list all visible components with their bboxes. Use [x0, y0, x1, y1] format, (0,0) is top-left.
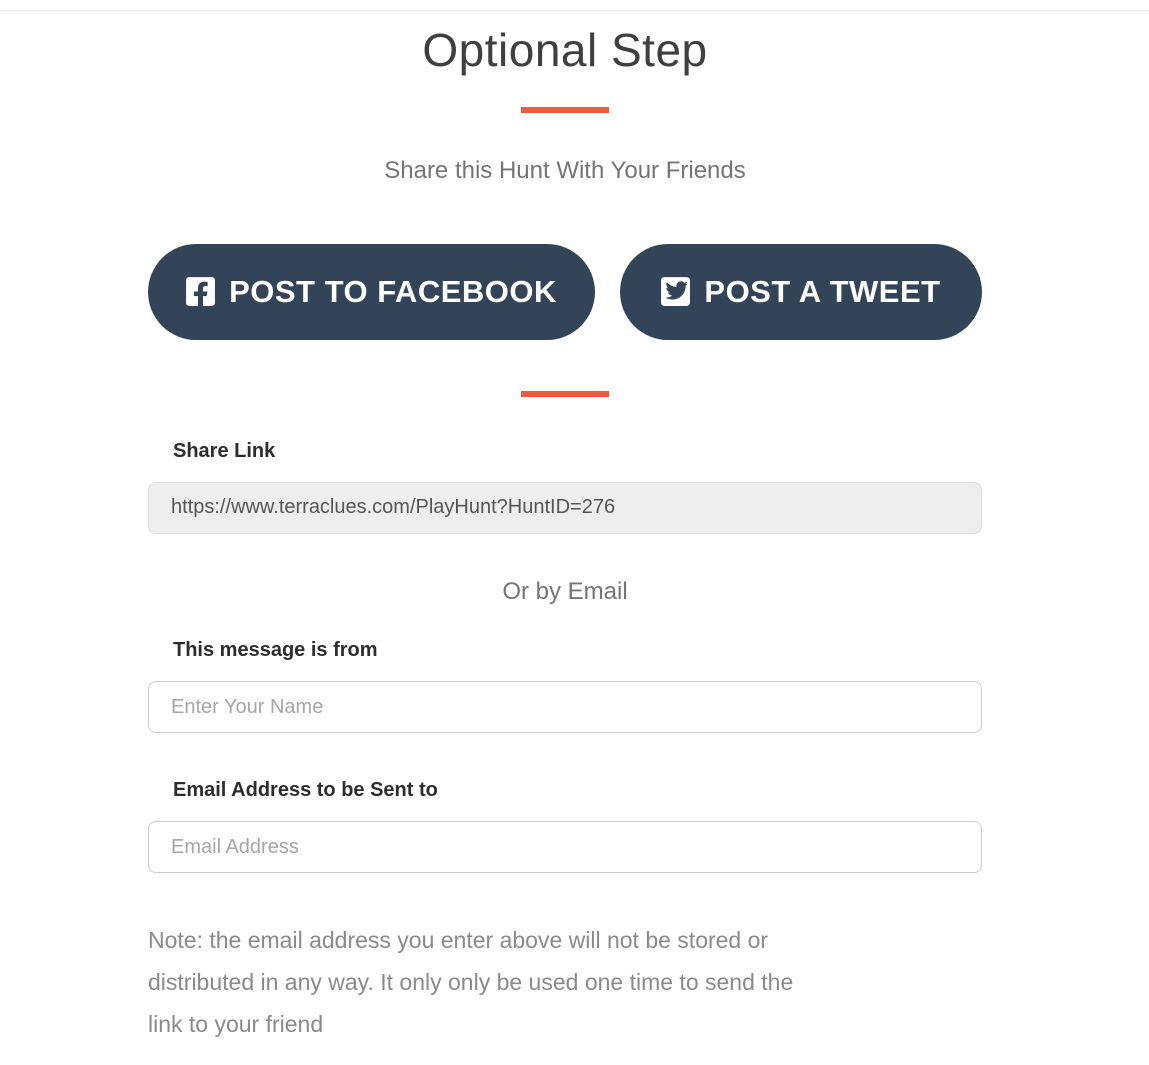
facebook-square-icon: [186, 275, 215, 308]
note-line-2: distributed in any way. It only only be used one time to send the: [148, 969, 794, 996]
share-link-label: Share Link: [173, 439, 276, 462]
tweet-button-label: POST A TWEET: [704, 273, 941, 309]
optional-step-section: [148, 23, 982, 1045]
message-from-label: This message is from: [173, 639, 378, 662]
note-line-3: link to your friend: [148, 1011, 324, 1038]
twitter-square-icon: [661, 275, 690, 308]
post-a-tweet-button[interactable]: [620, 244, 982, 340]
sender-name-input[interactable]: [148, 681, 982, 733]
email-address-label: Email Address to be Sent to: [173, 779, 438, 802]
top-divider: [0, 10, 1149, 11]
share-buttons-row: [148, 244, 982, 340]
or-by-email-heading: Or by Email: [502, 577, 628, 605]
accent-divider-top: [521, 107, 609, 113]
post-to-facebook-button[interactable]: [148, 244, 595, 340]
page-title: Optional Step: [422, 24, 708, 76]
facebook-button-label: POST TO FACEBOOK: [229, 273, 557, 309]
share-link-input[interactable]: [148, 482, 982, 534]
share-subtitle: Share this Hunt With Your Friends: [384, 157, 746, 185]
accent-divider-bottom: [521, 391, 609, 397]
note-line-1: Note: the email address you enter above will not be stored or: [148, 927, 769, 954]
email-address-input[interactable]: [148, 821, 982, 873]
email-privacy-note: [148, 919, 982, 1045]
